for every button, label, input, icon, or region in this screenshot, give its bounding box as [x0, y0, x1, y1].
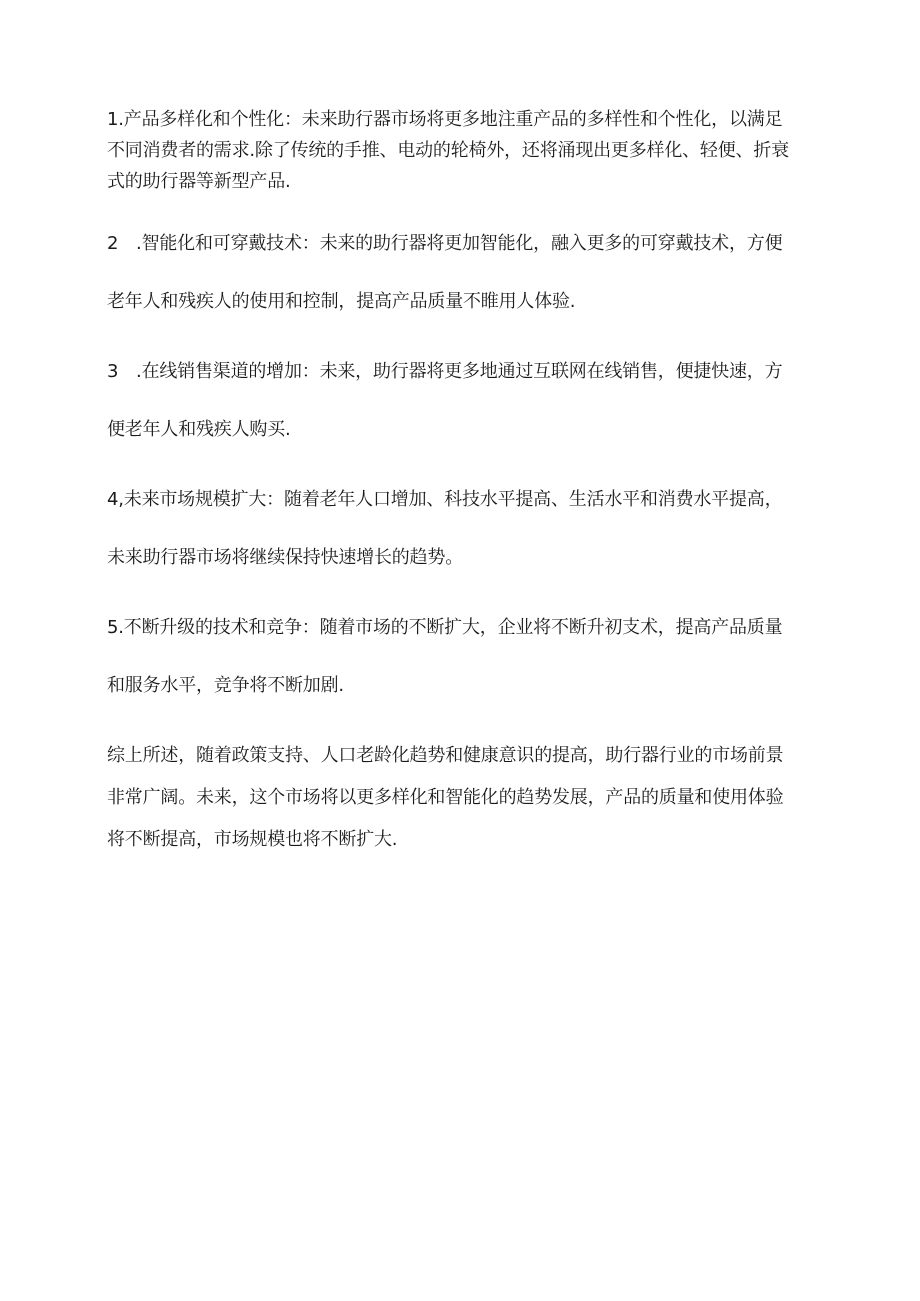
paragraph-online-sales — [107, 356, 819, 445]
text-line: 式的助行器等新型产品. — [107, 171, 291, 192]
text-line: 老年人和残疾人的使用和控制，提高产品质量不睢用人体验. — [107, 291, 576, 312]
text-line: 综上所述，随着政策支持、人口老龄化趋势和健康意识的提高，助行器行业的市场前景 — [107, 745, 784, 766]
text-line: 便老年人和残疾人购买. — [107, 419, 291, 440]
text-line: 不同消费者的需求.除了传统的手推、电动的轮椅外，还将涌现出更多样化、轻便、折衰 — [107, 140, 789, 161]
text-line: 非常广阔。未来，这个市场将以更多样化和智能化的趋势发展，产品的质量和使用体验 — [107, 787, 784, 808]
text-line: 3 .在线销售渠道的增加：未来，助行器将更多地通过互联网在线销售，便捷快速，方 — [107, 361, 783, 382]
paragraph-smart-wearable — [107, 228, 819, 317]
document-body — [107, 104, 819, 855]
text-line: 将不断提高，市场规模也将不断扩大. — [107, 829, 398, 850]
text-line: 和服务水平，竞争将不断加剧. — [107, 675, 344, 696]
text-line: 1.产品多样化和个性化：未来助行器市场将更多地注重产品的多样性和个性化，以满足 — [107, 109, 783, 130]
paragraph-conclusion — [107, 740, 819, 855]
paragraph-product-diversification — [107, 104, 819, 197]
text-line: 5.不断升级的技术和竞争：随着市场的不断扩大，企业将不断升初支术，提高产品质量 — [107, 617, 783, 638]
text-line: 未来助行器市场将继续保持快速增长的趋势。 — [107, 547, 463, 568]
paragraph-technology-competition — [107, 612, 819, 701]
text-line: 4,未来市场规模扩大：随着老年人口增加、科技水平提高、生活水平和消费水平提高， — [107, 489, 783, 510]
text-line: 2 .智能化和可穿戴技术：未来的助行器将更加智能化，融入更多的可穿戴技术，方便 — [107, 233, 783, 254]
paragraph-market-expansion — [107, 484, 819, 573]
